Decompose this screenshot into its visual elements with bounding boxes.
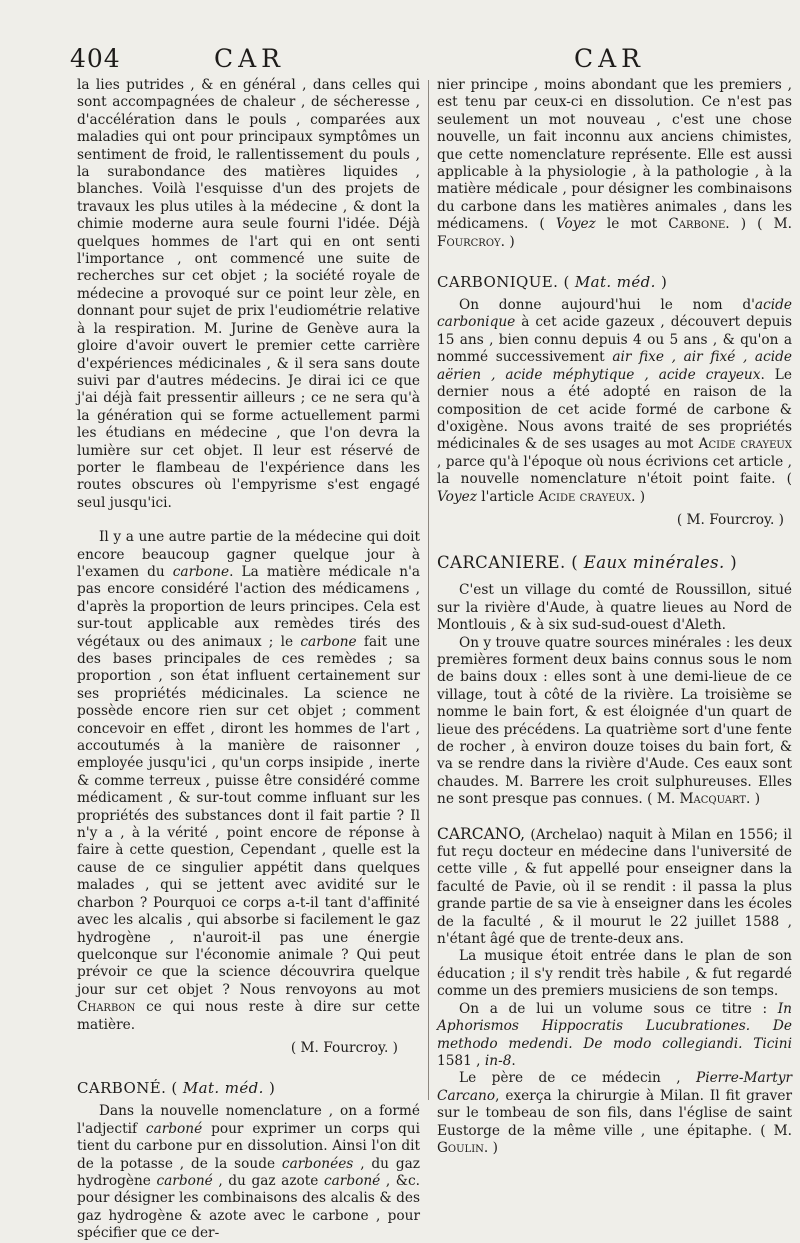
headword-right: CAR [574, 44, 646, 73]
running-header [0, 36, 800, 76]
paragraph-carbonique: On donne aujourd'hui le nom d'acide carbonique à cet acide gazeux , découvert depuis 15 ans , bien connu depuis 4 ou 5 ans , & qu'on a nommé successivement air fixe , air fixé , acide aërien , acide méphytique , acide crayeux. Le dernier nous a été adopté en raison de la composition de cet acide formé de carbone & d'oxigène. Nous avons traité de ses propriétés médicinales & de ses usages au mot Acide crayeux , parce qu'à l'époque où nous écrivions cet article , la nouvelle nomenclature n'étoit point faite. ( Voyez l'article Acide crayeux. ) [437, 297, 792, 505]
author-signature: ( M. Fourcroy. ) [676, 511, 784, 528]
author-signature: ( M. Fourcroy. ) [290, 1039, 398, 1056]
paragraph-continued: la lies putrides , & en général , dans celles qui sont accompagnées de chaleur , de sécheresse , d'accélération dans le pouls , comparées aux maladies qui ont pour principaux symptômes un sentiment de froid, le rallentissement du pouls , la surabondance des matières liquides , blanches. Voilà l'esquisse d'un des projets de travaux les plus utiles à la médecine , & dont la chimie moderne aura seule fourni l'idée. Déjà quelques hommes de l'art qui en ont senti l'importance , ont commencé une suite de recherches sur cet objet ; la société royale de médecine a provoqué sur ce point leur zèle, en donnant pour sujet de prix l'eudiométrie relative à la respiration. M. Jurine de Genève aura la gloire d'avoir ouvert le premier cette carrière d'expériences médicinales , & il sera sans doute suivi par d'autres médecins. Je dirai ici ce que j'ai déjà fait pressentir ailleurs ; ce ne sera qu'à la génération qui se forme actuellement parmi les étudians en médecine , que l'on devra la lumière sur cet objet. Il leur est réservé de porter le flambeau de l'expérience dans les routes obscures où l'empyrisme s'est engagé seul jusqu'ici. [77, 77, 420, 511]
left-column [77, 77, 421, 1242]
headword-left: CAR [214, 44, 286, 73]
entry-heading-carcano: CARCANO, [437, 824, 526, 843]
paragraph-carcaniere-location: C'est un village du comté de Roussillon, situé sur la rivière d'Aude, à quatre lieues au Nord de Montlouis , & à six sud-sud-ouest d'Aleth. [437, 582, 792, 634]
paragraph-carbone-definition: Dans la nouvelle nomenclature , on a formé l'adjectif carboné pour exprimer un corps qui tient du carbone pur en dissolution. Ainsi l'on dit de la potasse , de la soude carbonées , du gaz hydrogène carboné , du gaz azote carboné , &c. pour désigner les combinaisons des alcalis & des gaz hydrogène & azote avec le carbone , pour spécifier que ce der- [77, 1103, 421, 1242]
column-divider [428, 80, 429, 1100]
paragraph-carbone-continued: nier principe , moins abondant que les premiers , est tenu par ceux-ci en dissolution. Ce n'est pas seulement un mot nouveau , c'est une chose nouvelle, un fait inconnu aux anciens chimistes, que cette nomenclature représente. Elle est aussi applicable à la physiologie , à la pathologie , à la matière médicale , pour désigner les combinaisons du carbone dans les matières animales , dans les médicamens. ( Voyez le mot Carbone. ) ( M. Fourcroy. ) [437, 77, 792, 250]
entry-heading-carbone: CARBONÉ. ( Mat. méd. ) [77, 1079, 276, 1098]
paragraph-carcano-bio: CARCANO, (Archelao) naquit à Milan en 1556; il fut reçu docteur en médecine dans l'université de cette ville , & fut appellé pour enseigner dans la faculté de Pavie, où il se rendit : il passa la plus grande partie de sa vie à enseigner dans les écoles de la faculté , & il mourut le 22 juillet 1588 , n'étant âgé que de trente-deux ans. [437, 824, 792, 948]
paragraph-carcano-works: On a de lui un volume sous ce titre : In Aphorismos Hippocratis Lucubrationes. De methodo medendi. De modo collegiandi. Ticini 1581 , in-8. [437, 1000, 792, 1069]
paragraph-carcano-music: La musique étoit entrée dans le plan de son éducation ; il s'y rendit très habile , & fut regardé comme un des premiers musiciens de son temps. [437, 948, 792, 1000]
page-number: 404 [70, 44, 121, 73]
paragraph-carcano-father: Le père de ce médecin , Pierre-Martyr Carcano, exerça la chirurgie à Milan. Il fit graver sur le tombeau de son fils, dans l'église de saint Eustorge de la même ville , une épitaphe. ( M. Goulin. ) [437, 1070, 792, 1156]
paragraph-carcaniere-sources: On y trouve quatre sources minérales : les deux premières forment deux bains connus sous le nom de bains doux : elles sont à une demi-lieue de ce village, tout à côté de la rivière. La troisième se nomme le bain fort, & est éloignée d'un quart de lieue des précédens. La quatrième sort d'une fente de rocher , à environ douze toises du bain fort, & va se rendre dans la rivière d'Aude. Ces eaux sont chaudes. M. Barrere les croit sulphureuses. Elles ne sont presque pas connues. ( M. Macquart. ) [437, 634, 792, 808]
entry-heading-carbonique: CARBONIQUE. ( Mat. méd. ) [437, 273, 668, 292]
cross-reference: Charbon [77, 999, 136, 1016]
right-column [437, 77, 792, 1156]
entry-heading-carcaniere: CARCANIERE. ( Eaux minérales. ) [437, 553, 738, 573]
paragraph-carbone-medicine: Il y a une autre partie de la médecine qui doit encore beaucoup gagner quelque jour à l'examen du carbone. La matière médicale n'a pas encore considéré l'action des médicamens , d'après la proportion de leurs principes. Cela est sur-tout applicable aux remèdes tirés des végétaux ou des animaux ; le carbone fait une des bases principales de ces remèdes ; sa proportion , son état influent certainement sur ses propriétés médicinales. La science ne possède encore rien sur cet objet ; comment concevoir en effet , diront les hommes de l'art , accoutumés à la manière de raisonner , employée jusqu'ici , qu'un corps insipide , inerte & comme terreux , puisse être considéré comme médicament , & sur-tout comme influant sur les propriétés des substances dont il fait partie ? Il n'y a , à la vérité , point encore de réponse à faire à cette question, Cependant , quelle est la cause de ce singulier appétit dans quelques malades , qui se jettent avec avidité sur le charbon ? Pourquoi ce corps a-t-il tant d'affinité avec les alcalis , qui absorbe si facilement le gaz hydrogène , n'auroit-il pas une énergie quelconque sur l'économie animale ? Qui peut prévoir ce que la science découvrira quelque jour sur cet objet ? Nous renvoyons au mot Charbon ce qui nous reste à dire sur cette matière. [77, 529, 421, 1033]
